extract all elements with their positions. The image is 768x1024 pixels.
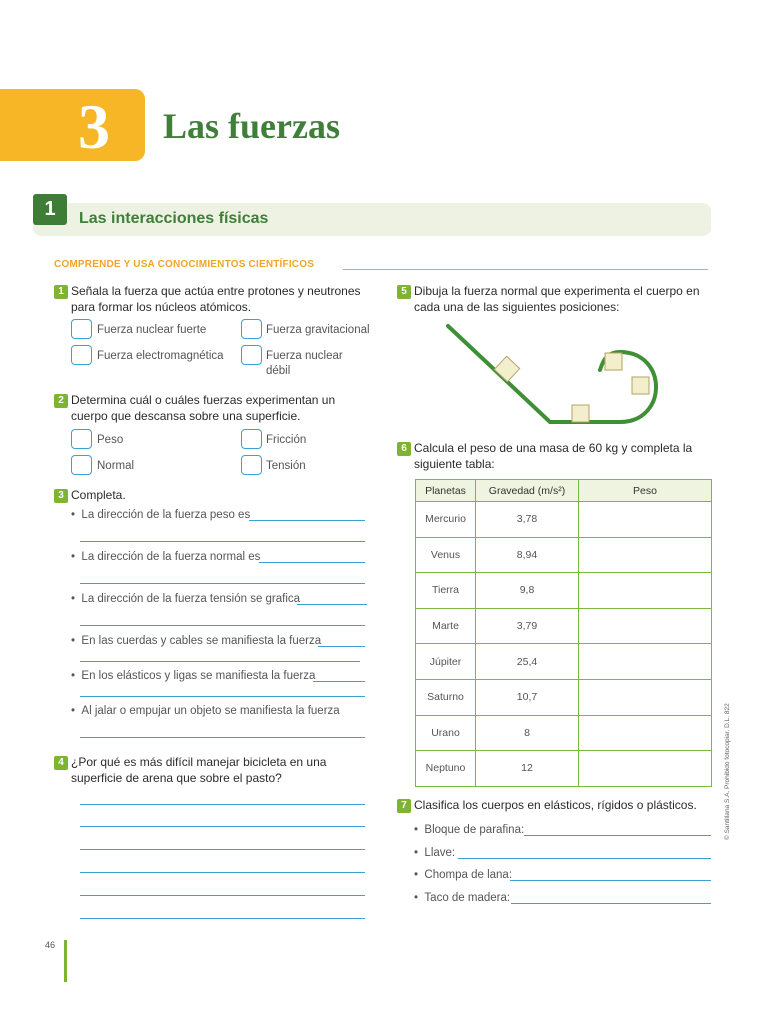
- q3-item-5: • En los elásticos y ligas se manifiesta la fuerza: [71, 670, 316, 682]
- gravity-value: 10,7: [476, 679, 579, 715]
- q3-answer-4a[interactable]: [318, 646, 365, 647]
- q1-checkbox-4[interactable]: [241, 345, 262, 365]
- q1-checkbox-2[interactable]: [241, 319, 262, 339]
- chapter-title: Las fuerzas: [163, 106, 340, 146]
- table-row: [416, 502, 712, 538]
- weight-cell[interactable]: [579, 751, 712, 787]
- section-title: Las interacciones físicas: [79, 210, 269, 227]
- q3-item-6: • Al jalar o empujar un objeto se manifiesta la fuerza: [71, 705, 340, 717]
- q5-text-line1: Dibuja la fuerza normal que experimenta el cuerpo en: [414, 284, 700, 298]
- track-path: [448, 326, 656, 422]
- page-number: 46: [45, 940, 56, 950]
- q2-checkbox-1[interactable]: [71, 429, 92, 449]
- weight-cell[interactable]: [579, 537, 712, 573]
- q1-option-4-cont: débil: [266, 365, 291, 377]
- gravity-value: 3,78: [476, 502, 579, 538]
- q3-answer-5b[interactable]: [80, 696, 365, 697]
- q4-answer-line-2[interactable]: [80, 826, 365, 827]
- q2-option-3: Normal: [97, 460, 135, 472]
- q7-number: 7: [397, 799, 411, 813]
- q1-checkbox-1[interactable]: [71, 319, 92, 339]
- chapter-tab: [0, 89, 145, 161]
- q2-option-4: Tensión: [266, 460, 306, 472]
- table-row: [416, 573, 712, 609]
- q1-option-1: Fuerza nuclear fuerte: [97, 324, 207, 336]
- q3-answer-3a[interactable]: [297, 604, 367, 605]
- q1-text-line1: Señala la fuerza que actúa entre protones y neutrones: [71, 284, 361, 298]
- q3-answer-1a[interactable]: [249, 520, 365, 521]
- planet-name: Júpiter: [416, 644, 476, 680]
- q4-text-line1: ¿Por qué es más difícil manejar bicicleta en una: [71, 755, 327, 769]
- block-on-ramp: [494, 356, 519, 381]
- table-header-row: [416, 480, 712, 502]
- q3-answer-5a[interactable]: [313, 681, 365, 682]
- q3-answer-1b[interactable]: [80, 541, 365, 542]
- q4-number: 4: [54, 756, 68, 770]
- q5-number: 5: [397, 285, 411, 299]
- q1-option-2: Fuerza gravitacional: [266, 324, 370, 336]
- q3-number: 3: [54, 489, 68, 503]
- q7-item-4: • Taco de madera:: [414, 892, 511, 904]
- planet-name: Tierra: [416, 573, 476, 609]
- q2-checkbox-4[interactable]: [241, 455, 262, 475]
- q2-checkbox-2[interactable]: [241, 429, 262, 449]
- q2-text-line2: cuerpo que descansa sobre una superficie.: [71, 409, 301, 423]
- weight-cell[interactable]: [579, 608, 712, 644]
- q6-text-line2: siguiente tabla:: [414, 457, 495, 471]
- header-gravedad: Gravedad (m/s²): [476, 480, 579, 502]
- q3-answer-3b[interactable]: [80, 625, 365, 626]
- planet-name: Urano: [416, 715, 476, 751]
- chapter-number: 3: [78, 91, 110, 162]
- q7-item-1: • Bloque de parafina:: [414, 824, 525, 836]
- q4-answer-line-3[interactable]: [80, 849, 365, 850]
- q1-checkbox-3[interactable]: [71, 345, 92, 365]
- block-on-loop-side: [632, 377, 649, 394]
- table-row: [416, 715, 712, 751]
- q7-item-3: • Chompa de lana:: [414, 869, 513, 881]
- q4-text-line2: superficie de arena que sobre el pasto?: [71, 771, 282, 785]
- planet-name: Neptuno: [416, 751, 476, 787]
- weight-cell[interactable]: [579, 679, 712, 715]
- q4-answer-line-1[interactable]: [80, 804, 365, 805]
- q7-answer-3[interactable]: [510, 880, 711, 881]
- competence-rule: [343, 269, 708, 270]
- q2-option-1: Peso: [97, 434, 124, 446]
- q3-text: Completa.: [71, 488, 126, 502]
- block-on-floor: [572, 405, 589, 422]
- q3-item-1: • La dirección de la fuerza peso es: [71, 509, 251, 521]
- q3-answer-4b[interactable]: [80, 661, 360, 662]
- q1-option-4: Fuerza nuclear: [266, 350, 343, 362]
- gravity-value: 9,8: [476, 573, 579, 609]
- q4-answer-line-5[interactable]: [80, 895, 365, 896]
- planet-name: Mercurio: [416, 502, 476, 538]
- q7-answer-1[interactable]: [524, 835, 711, 836]
- section-number: 1: [33, 194, 67, 225]
- weight-cell[interactable]: [579, 715, 712, 751]
- page-bar: [64, 940, 67, 982]
- gravity-value: 25,4: [476, 644, 579, 680]
- gravity-value: 3,79: [476, 608, 579, 644]
- gravity-value: 12: [476, 751, 579, 787]
- q4-answer-line-4[interactable]: [80, 872, 365, 873]
- q3-answer-6[interactable]: [80, 737, 365, 738]
- q7-item-2: • Llave:: [414, 847, 456, 859]
- q7-text: Clasifica los cuerpos en elásticos, rígidos o plásticos.: [414, 798, 697, 812]
- q4-answer-line-6[interactable]: [80, 918, 365, 919]
- gravity-value: 8,94: [476, 537, 579, 573]
- q6-number: 6: [397, 442, 411, 456]
- planet-name: Marte: [416, 608, 476, 644]
- weight-cell[interactable]: [579, 502, 712, 538]
- q3-answer-2b[interactable]: [80, 583, 365, 584]
- copyright-note: © Santillana S.A. Prohibido fotocopiar. D.L. 822: [724, 703, 731, 840]
- weight-cell[interactable]: [579, 644, 712, 680]
- q6-text-line1: Calcula el peso de una masa de 60 kg y completa la: [414, 441, 693, 455]
- weight-cell[interactable]: [579, 573, 712, 609]
- q7-answer-4[interactable]: [511, 903, 711, 904]
- q1-option-3: Fuerza electromagnética: [97, 350, 224, 362]
- q1-text-line2: para formar los núcleos atómicos.: [71, 300, 252, 314]
- competence-heading: COMPRENDE Y USA CONOCIMIENTOS CIENTÍFICOS: [54, 259, 315, 270]
- table-row: [416, 608, 712, 644]
- block-on-loop-top: [605, 353, 622, 370]
- gravity-value: 8: [476, 715, 579, 751]
- q2-number: 2: [54, 394, 68, 408]
- table-row: [416, 537, 712, 573]
- planet-name: Venus: [416, 537, 476, 573]
- planet-name: Saturno: [416, 679, 476, 715]
- table-row: [416, 679, 712, 715]
- planets-table: [415, 479, 712, 787]
- force-diagram[interactable]: [440, 318, 670, 428]
- q2-text-line1: Determina cuál o cuáles fuerzas experimentan un: [71, 393, 336, 407]
- q3-item-2: • La dirección de la fuerza normal es: [71, 551, 261, 563]
- q3-answer-2a[interactable]: [259, 562, 365, 563]
- q2-checkbox-3[interactable]: [71, 455, 92, 475]
- q1-number: 1: [54, 285, 68, 299]
- q7-answer-2[interactable]: [458, 858, 711, 859]
- header-planetas: Planetas: [416, 480, 476, 502]
- table-row: [416, 751, 712, 787]
- header-peso: Peso: [579, 480, 712, 502]
- q3-item-4: • En las cuerdas y cables se manifiesta la fuerza: [71, 635, 322, 647]
- q3-item-3: • La dirección de la fuerza tensión se grafica: [71, 593, 301, 605]
- table-row: [416, 644, 712, 680]
- q2-option-2: Fricción: [266, 434, 307, 446]
- q5-text-line2: cada una de las siguientes posiciones:: [414, 300, 620, 314]
